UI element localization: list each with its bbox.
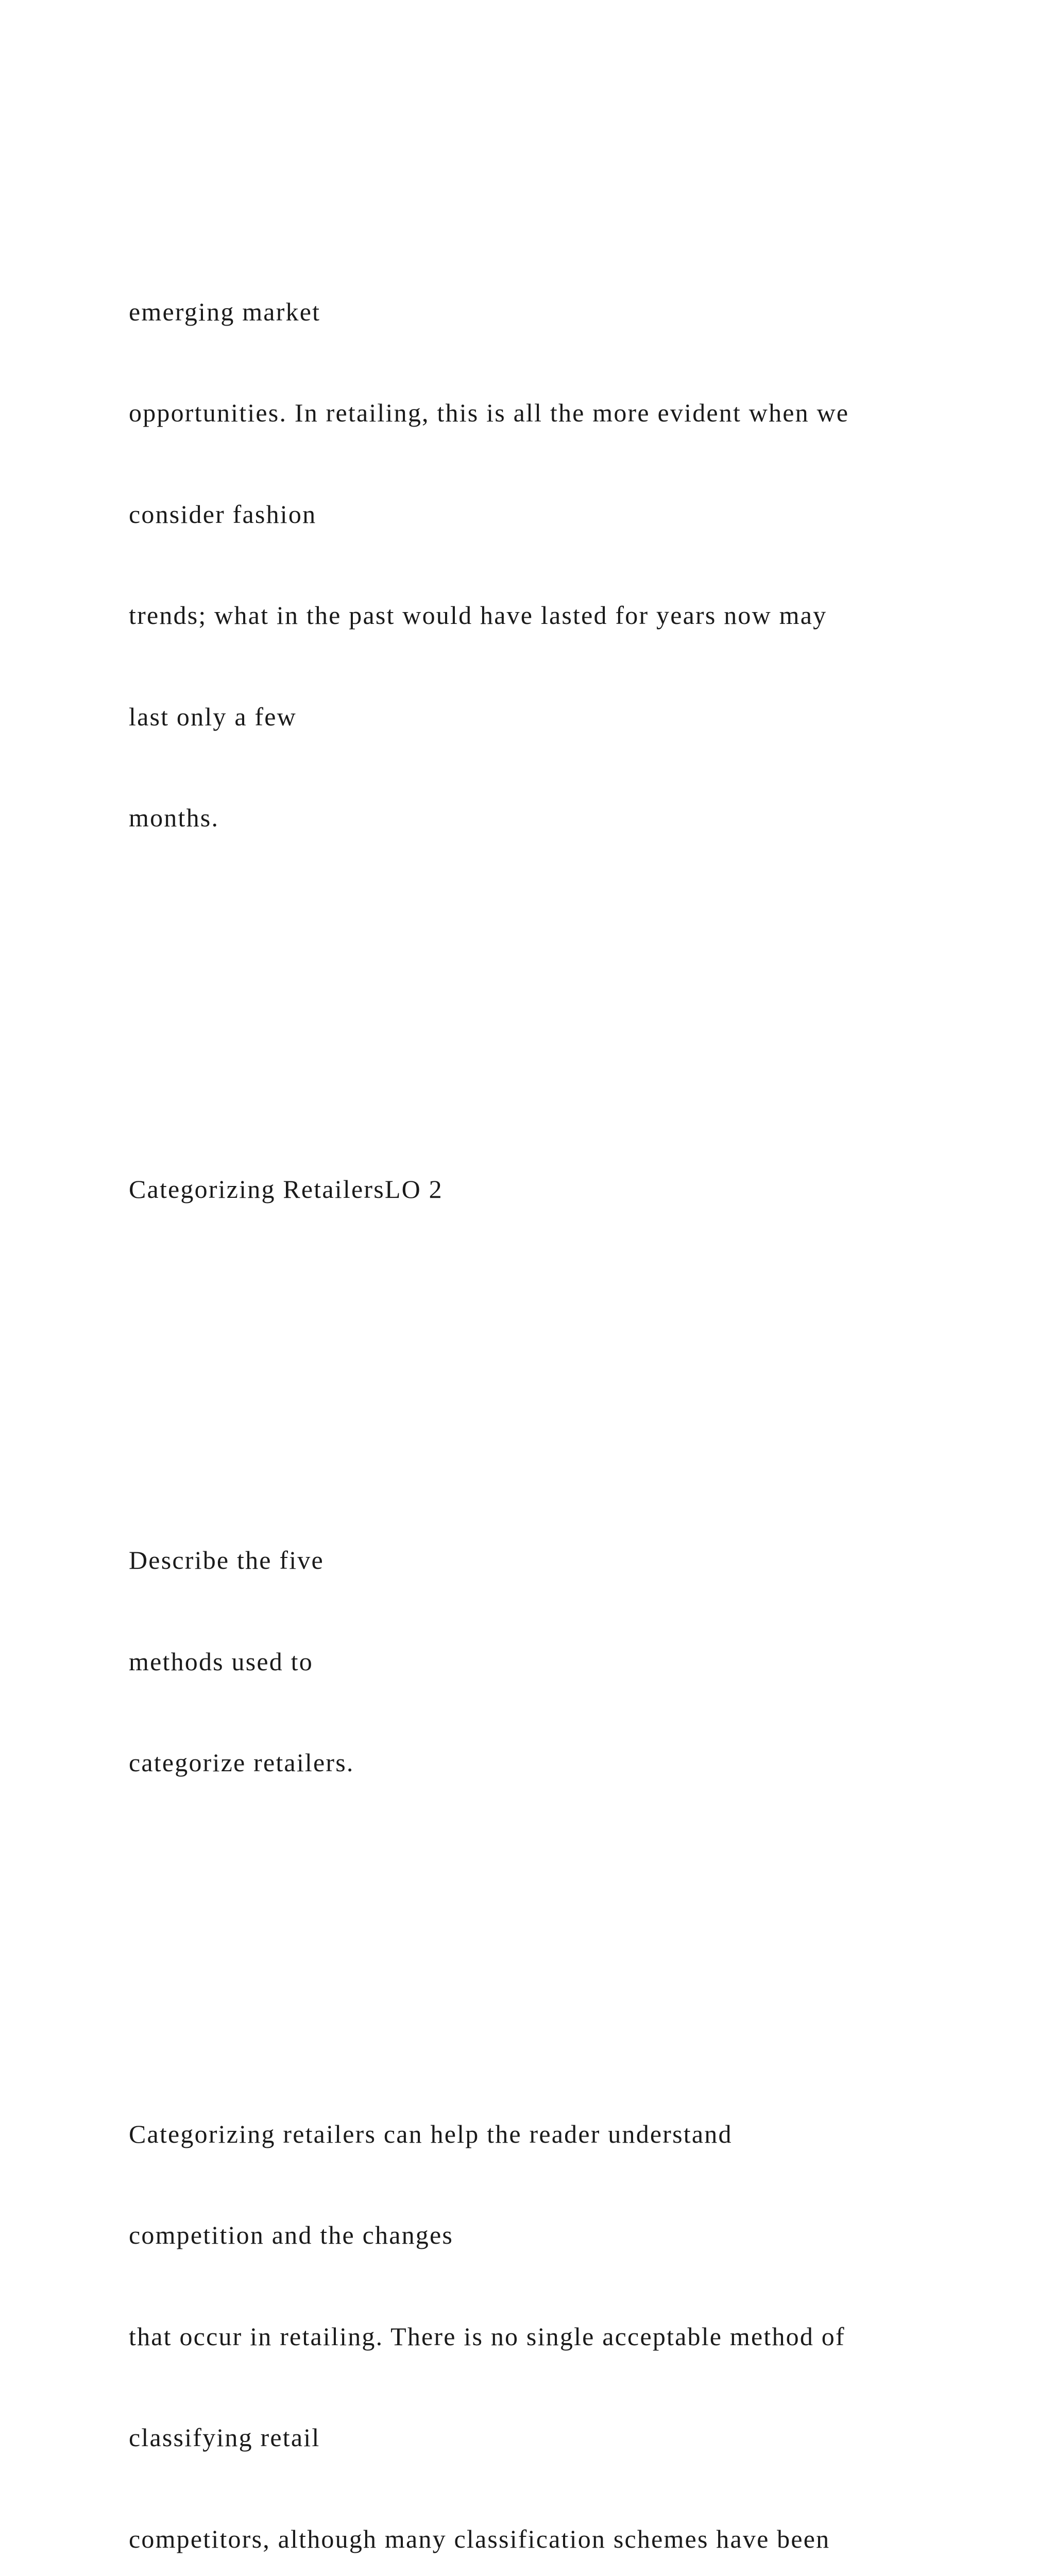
text-line: opportunities. In retailing, this is all the more evident when we	[129, 396, 979, 430]
paragraph-spacer	[129, 1915, 979, 1949]
text-line: classifying retail	[129, 2421, 979, 2455]
text-line: consider fashion	[129, 498, 979, 532]
paragraph-market-opportunities	[129, 228, 979, 903]
text-line: methods used to	[129, 1645, 979, 1679]
text-line: that occur in retailing. There is no single acceptable method of	[129, 2320, 979, 2354]
text-line: emerging market	[129, 295, 979, 329]
text-line: Categorizing RetailersLO 2	[129, 1173, 979, 1207]
paragraph-spacer	[129, 970, 979, 1004]
text-line: competition and the changes	[129, 2218, 979, 2252]
text-line: trends; what in the past would have lasted for years now may	[129, 599, 979, 633]
text-line: months.	[129, 801, 979, 835]
section-heading	[129, 1105, 979, 1274]
paragraph-categorizing	[129, 2050, 979, 2576]
text-line: Categorizing retailers can help the reader understand	[129, 2117, 979, 2151]
text-line: categorize retailers.	[129, 1746, 979, 1780]
learning-objective	[129, 1476, 979, 1848]
paragraph-spacer	[129, 1341, 979, 1375]
text-line: Describe the five	[129, 1544, 979, 1578]
document-body	[129, 126, 979, 2576]
text-line: last only a few	[129, 700, 979, 734]
text-line: competitors, although many classification schemes have been	[129, 2522, 979, 2556]
